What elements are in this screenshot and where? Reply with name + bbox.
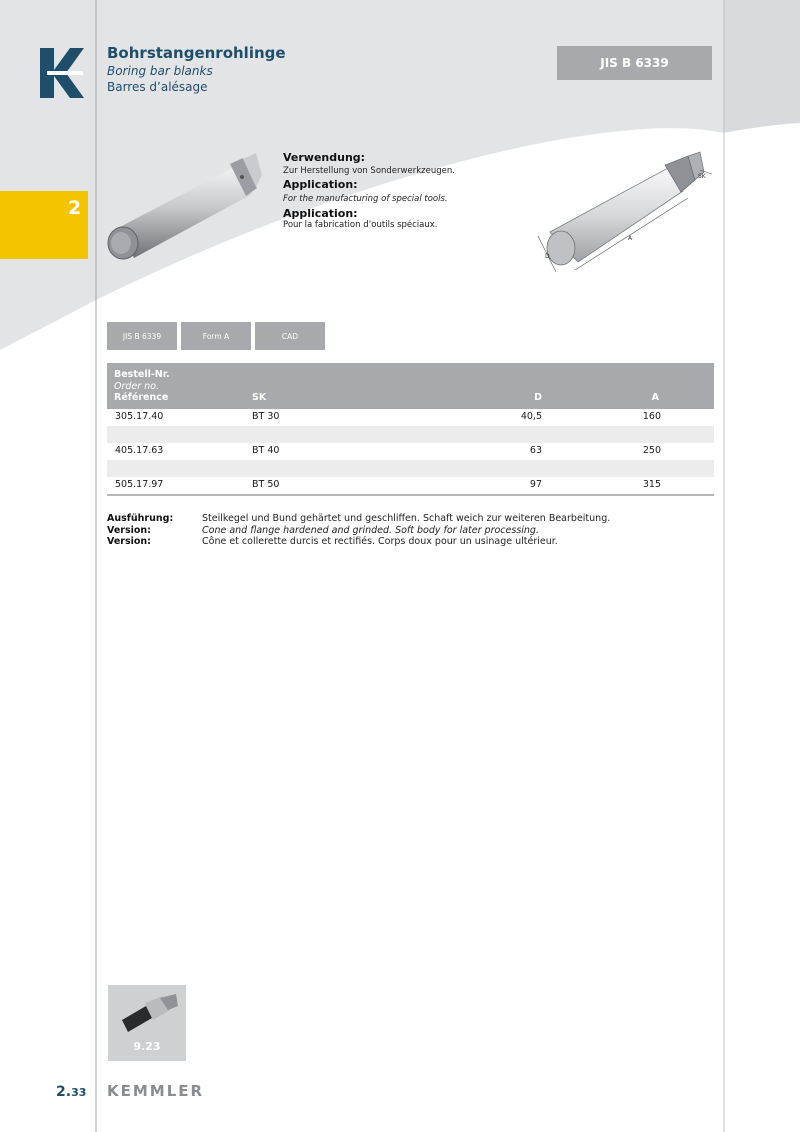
standard-badge: JIS B 6339 bbox=[557, 46, 712, 80]
usage-label-fr: Application: bbox=[283, 207, 358, 220]
page-index: 33 bbox=[71, 1086, 87, 1099]
header-order-en: Order no. bbox=[114, 381, 160, 392]
page-number bbox=[56, 1084, 86, 1100]
reference-page-link[interactable]: 9.23 bbox=[133, 1040, 161, 1053]
version-notes bbox=[107, 513, 717, 548]
usage-text-fr: Pour la fabrication d’outils spéciaux. bbox=[283, 220, 438, 230]
note-label-fr: Version: bbox=[107, 536, 151, 547]
table-row[interactable] bbox=[107, 477, 714, 494]
cell-d: 40,5 bbox=[520, 411, 542, 422]
tab-cad[interactable]: CAD bbox=[255, 322, 325, 350]
page-subtitle-en: Boring bar blanks bbox=[107, 64, 213, 78]
svg-text:D: D bbox=[545, 253, 550, 260]
tab-bar bbox=[107, 322, 325, 350]
brand-wordmark: KEMMLER bbox=[107, 1082, 205, 1100]
svg-text:SK: SK bbox=[698, 173, 706, 180]
table-spacer-row bbox=[107, 460, 714, 477]
usage-text-en: For the manufacturing of special tools. bbox=[283, 194, 448, 204]
chapter-number: 2 bbox=[68, 197, 82, 219]
cell-ref: 405.17.63 bbox=[115, 445, 164, 456]
svg-text:A: A bbox=[628, 235, 633, 242]
cell-d: 97 bbox=[529, 479, 542, 490]
header-order-de: Bestell-Nr. bbox=[114, 369, 170, 380]
table-row[interactable] bbox=[107, 409, 714, 426]
tab-form-a[interactable]: Form A bbox=[181, 322, 251, 350]
page-subtitle-fr: Barres d’alésage bbox=[107, 80, 208, 94]
note-text-de: Steilkegel und Bund gehärtet und geschliffen. Schaft weich zur weiteren Bearbeitung. bbox=[202, 513, 611, 524]
note-text-fr: Cône et collerette durcis et rectifiés. Corps doux pour un usinage ultérieur. bbox=[202, 536, 558, 547]
header-sk: SK bbox=[252, 392, 267, 403]
note-row-en bbox=[107, 525, 717, 537]
header-order-fr: Référence bbox=[114, 392, 169, 403]
note-label-de: Ausführung: bbox=[107, 513, 174, 524]
tab-jis[interactable]: JIS B 6339 bbox=[107, 322, 177, 350]
usage-label-en: Application: bbox=[283, 178, 358, 191]
cell-sk: BT 50 bbox=[252, 479, 280, 490]
table-divider bbox=[107, 494, 714, 496]
technical-drawing bbox=[538, 152, 712, 272]
cell-a: 160 bbox=[642, 411, 661, 422]
note-label-en: Version: bbox=[107, 524, 151, 536]
note-row-fr bbox=[107, 536, 717, 548]
table-spacer-row bbox=[107, 426, 714, 443]
table-header bbox=[107, 363, 714, 409]
note-row-de bbox=[107, 513, 717, 525]
page-title: Bohrstangenrohlinge bbox=[107, 44, 286, 62]
header-d: D bbox=[534, 392, 542, 403]
usage-text-de: Zur Herstellung von Sonderwerkzeugen. bbox=[283, 166, 455, 176]
usage-label-de: Verwendung: bbox=[283, 151, 366, 164]
cell-ref: 305.17.40 bbox=[115, 411, 164, 422]
usage-section bbox=[283, 151, 523, 232]
order-table bbox=[107, 363, 714, 496]
table-row[interactable] bbox=[107, 443, 714, 460]
cell-sk: BT 30 bbox=[252, 411, 280, 422]
page-chapter: 2. bbox=[56, 1084, 72, 1100]
cell-a: 250 bbox=[642, 445, 661, 456]
cell-d: 63 bbox=[529, 445, 542, 456]
cell-sk: BT 40 bbox=[252, 445, 280, 456]
cell-a: 315 bbox=[642, 479, 661, 490]
header-a: A bbox=[651, 392, 659, 403]
note-text-en: Cone and flange hardened and grinded. Soft body for later processing. bbox=[202, 524, 539, 536]
cell-ref: 505.17.97 bbox=[115, 479, 164, 490]
